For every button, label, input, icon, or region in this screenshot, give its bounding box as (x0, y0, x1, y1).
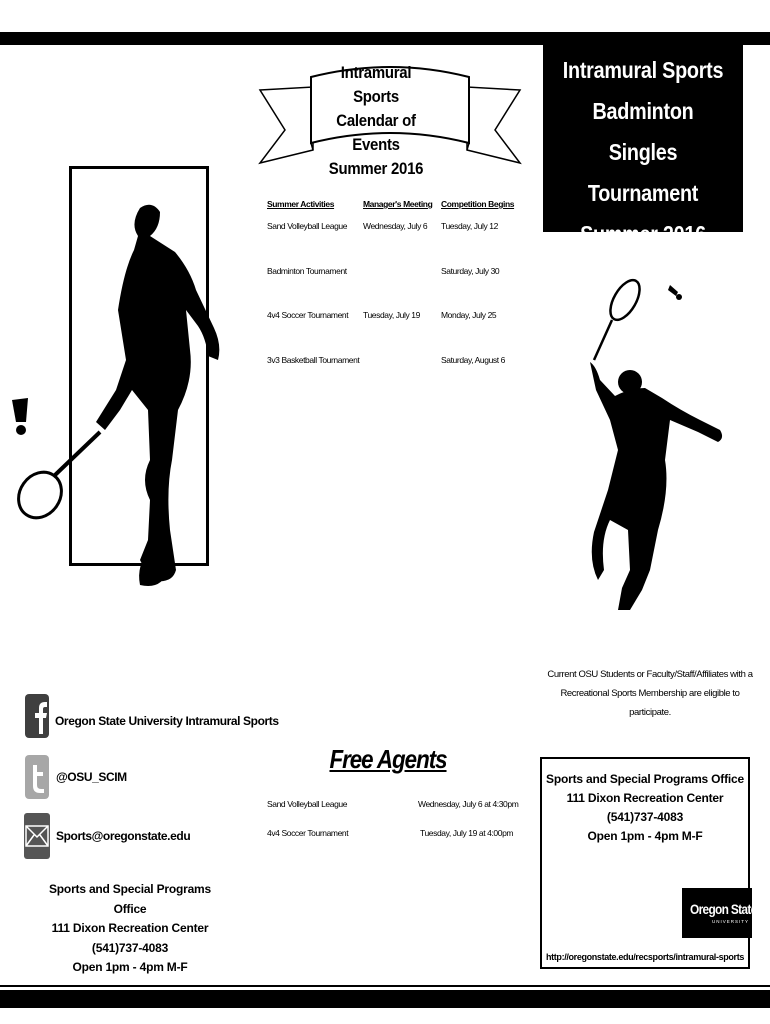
table-cell: Tuesday, July 19 (363, 310, 420, 320)
table-row (267, 339, 514, 384)
title-box (543, 44, 743, 247)
banner-line-3: Summer 2016 (328, 159, 424, 178)
facebook-icon[interactable] (25, 694, 49, 738)
badminton-player-right-illustration (560, 270, 740, 630)
shuttlecock-icon (668, 285, 682, 300)
office-name: Sports and Special Programs Office (546, 772, 744, 786)
office-phone: (541)737-4083 (91, 940, 169, 955)
table-cell: Saturday, August 6 (441, 354, 505, 365)
free-agent-event: 4v4 Soccer Tournament (267, 828, 349, 838)
banner-title (319, 61, 433, 181)
logo-wordmark: Oregon State (690, 901, 757, 917)
table-cell (363, 250, 441, 295)
office-info-right (545, 770, 745, 846)
office-hours: Open 1pm - 4pm M-F (587, 829, 703, 843)
office-phone: (541)737-4083 (606, 810, 684, 824)
eligibility-note (540, 665, 760, 722)
banner-line-1: Intramural Sports (340, 63, 412, 106)
schedule-header: Summer Activities (267, 199, 335, 209)
table-cell: 3v3 Basketball Tournament (267, 354, 360, 365)
twitter-link[interactable]: @OSU_SCIM (56, 770, 127, 784)
office-hours: Open 1pm - 4pm M-F (72, 960, 188, 974)
logo-subtext: UNIVERSITY (712, 919, 750, 924)
schedule-header: Manager's Meeting (363, 199, 433, 209)
table-cell (363, 339, 441, 384)
free-agents-title: Free Agents (329, 744, 447, 774)
title-line-1: Intramural Sports (562, 57, 724, 83)
eligibility-line-2: Recreational Sports Membership are eligible to participate. (560, 688, 740, 718)
table-cell: Sand Volleyball League (267, 221, 348, 231)
schedule-table (267, 197, 527, 383)
banner-line-2: Calendar of Events (336, 111, 416, 154)
title-line-3: Tournament (587, 180, 699, 206)
osu-logo (682, 888, 757, 938)
table-row (267, 294, 514, 339)
email-link[interactable]: Sports@oregonstate.edu (56, 829, 191, 843)
free-agent-time: Wednesday, July 6 at 4:30pm (418, 799, 519, 809)
mail-icon[interactable] (24, 813, 50, 859)
table-cell: Monday, July 25 (441, 310, 497, 320)
free-agent-time: Tuesday, July 19 at 4:00pm (420, 828, 514, 838)
table-cell: 4v4 Soccer Tournament (267, 310, 349, 320)
office-info-left (40, 880, 220, 978)
title-line-4: Summer 2016 (580, 221, 706, 247)
twitter-icon[interactable] (25, 755, 49, 799)
table-cell: Badminton Tournament (267, 265, 347, 276)
shuttlecock-icon (12, 398, 28, 435)
bottom-bar (0, 990, 770, 1008)
schedule-header: Competition Begins (441, 199, 515, 209)
office-location: 111 Dixon Recreation Center (566, 791, 724, 805)
table-row (267, 211, 514, 250)
free-agent-event: Sand Volleyball League (267, 799, 348, 809)
office-name: Sports and Special Programs Office (49, 882, 211, 916)
table-cell: Saturday, July 30 (441, 265, 500, 276)
bottom-rule (0, 985, 770, 987)
table-cell: Wednesday, July 6 (363, 221, 428, 231)
badminton-player-left-illustration (0, 160, 240, 620)
table-row (267, 250, 514, 295)
website-link[interactable]: http://oregonstate.edu/recsports/intramural-sports (545, 952, 745, 962)
eligibility-line-1: Current OSU Students or Faculty/Staff/Affiliates with a (547, 669, 753, 680)
table-cell: Tuesday, July 12 (441, 221, 498, 231)
facebook-link[interactable]: Oregon State University Intramural Sports (55, 714, 279, 728)
office-location: 111 Dixon Recreation Center (51, 921, 209, 935)
title-line-2: Badminton Singles (592, 98, 694, 165)
